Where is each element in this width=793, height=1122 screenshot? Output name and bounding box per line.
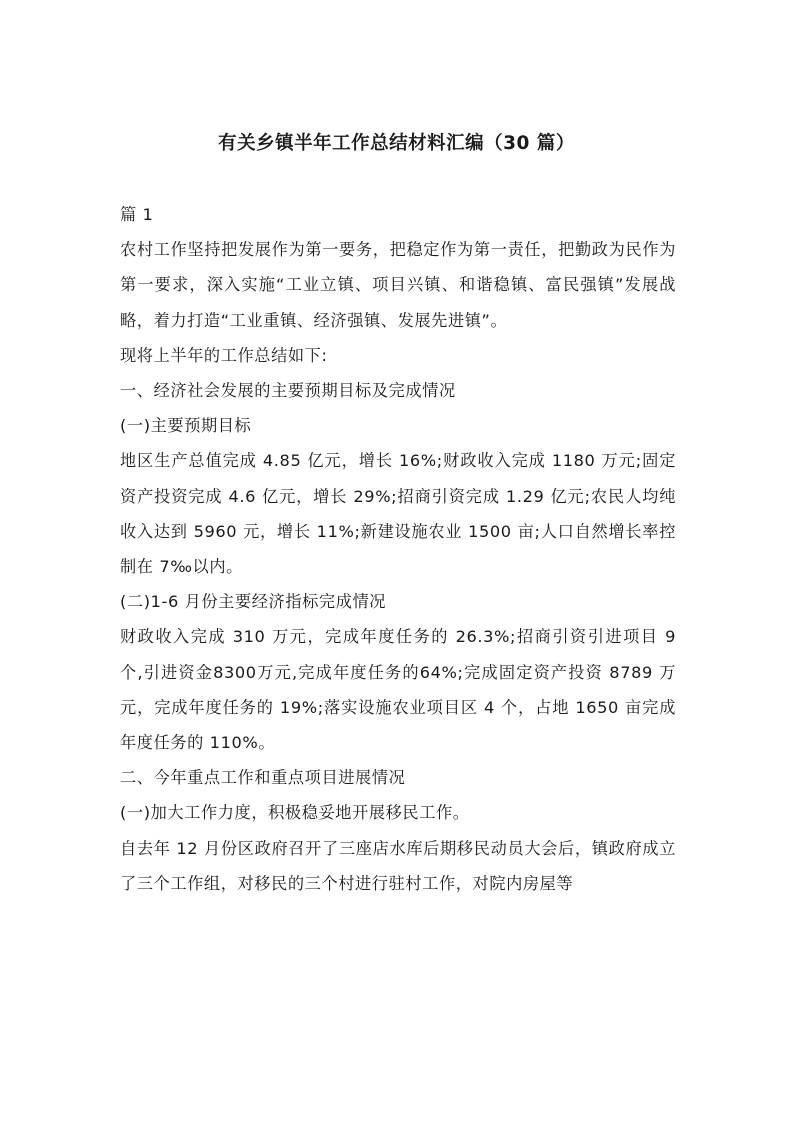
paragraph-intro: 农村工作坚持把发展作为第一要务，把稳定作为第一责任，把勤政为民作为第一要求，深入实施“工业立镇、项目兴镇、和谐稳镇、富民强镇”发展战略，着力打造“工业重镇、经济强镇、发展先进镇”。 <box>120 240 676 330</box>
paragraph-summary-lead: 现将上半年的工作总结如下: <box>120 345 328 365</box>
paragraph-targets: 地区生产总值完成 4.85 亿元，增长 16%;财政收入完成 1180 万元;固定资产投资完成 4.6 亿元，增长 29%;招商引资完成 1.29 亿元;农民人均纯收入达到 5960 元，增长 11%;新建设施农业 1500 亩;人口自然增长率控制在 7‰以内。 <box>120 451 676 577</box>
subheading-migration: (一)加大工作力度，积极稳妥地开展移民工作。 <box>120 803 470 823</box>
heading-key-work: 二、今年重点工作和重点项目进展情况 <box>120 768 406 788</box>
subheading-main-targets: (一)主要预期目标 <box>120 416 252 436</box>
document-title: 有关乡镇半年工作总结材料汇编（30 篇） <box>218 133 575 154</box>
subheading-indicators: (二)1-6 月份主要经济指标完成情况 <box>120 592 387 612</box>
paragraph-indicators: 财政收入完成 310 万元，完成年度任务的 26.3%;招商引资引进项目 9 个,引进资金8300万元,完成年度任务的64%;完成固定资产投资 8789 万元，完成年度任务的 19%;落实设施农业项目区 4 个，占地 1650 亩完成年度任务的 110%。 <box>120 627 676 753</box>
document-body <box>120 197 676 901</box>
section-heading-1: 篇 1 <box>120 205 154 224</box>
heading-economic-goals: 一、经济社会发展的主要预期目标及完成情况 <box>120 381 456 401</box>
paragraph-migration: 自去年 12 月份区政府召开了三座店水库后期移民动员大会后，镇政府成立了三个工作组，对移民的三个村进行驻村工作，对院内房屋等 <box>120 838 676 893</box>
